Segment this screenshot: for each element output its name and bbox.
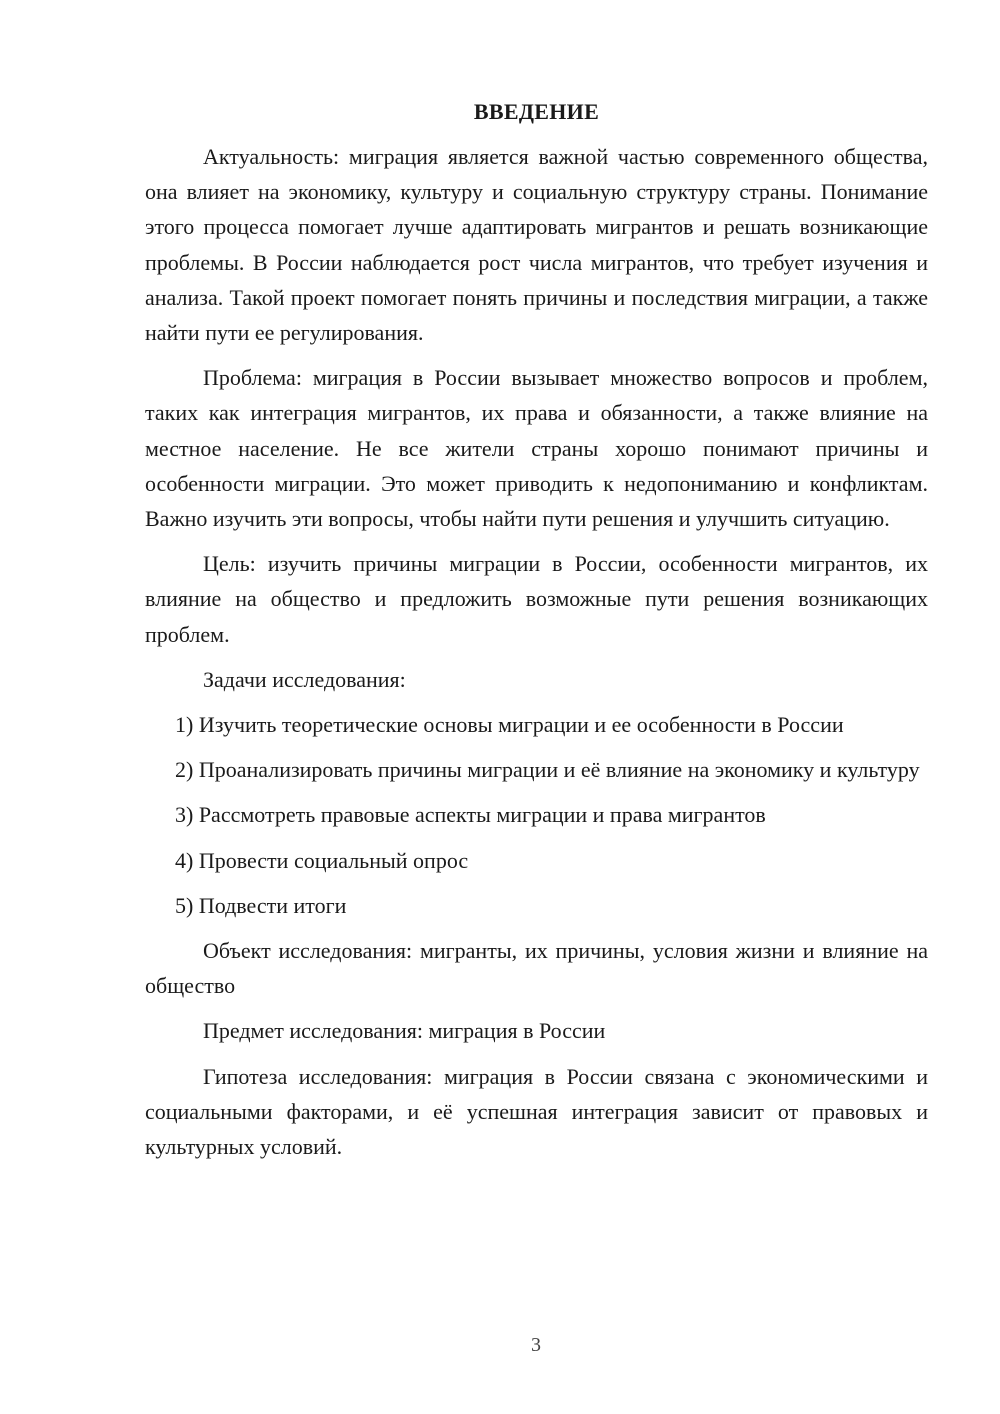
task-item-1: 1) Изучить теоретические основы миграции и ее особенности в России — [175, 712, 844, 738]
task-item-5: 5) Подвести итоги — [175, 892, 347, 918]
page-number: 3 — [531, 1334, 541, 1356]
paragraph-tasks-heading: Задачи исследования: — [203, 666, 406, 692]
paragraph-object: Объект исследования: мигранты, их причины, условия жизни и влияние на общество — [145, 938, 928, 999]
task-item-4: 4) Провести социальный опрос — [175, 847, 469, 873]
section-title: ВВЕДЕНИЕ — [473, 99, 600, 124]
task-item-2: 2) Проанализировать причины миграции и её влияние на экономику и культуру — [175, 757, 920, 783]
paragraph-relevance: Актуальность: миграция является важной частью современного общества, она влияет на экономику, культуру и социальную структуру страны. Понимание этого процесса помогает лучше адаптировать мигрантов и решать возникающие проблемы. В России наблюдается рост числа мигрантов, что требует изучения и анализа. Такой проект помогает понять причины и последствия миграции, а также найти пути ее регулирования. — [145, 144, 928, 346]
paragraph-problem: Проблема: миграция в России вызывает множество вопросов и проблем, таких как интеграция мигрантов, их права и обязанности, а также влияние на местное население. Не все жители страны хорошо понимают причины и особенности миграции. Это может приводить к недопониманию и конфликтам. Важно изучить эти вопросы, чтобы найти пути решения и улучшить ситуацию. — [145, 365, 928, 532]
document-page — [145, 94, 928, 1174]
paragraph-subject: Предмет исследования: миграция в России — [203, 1018, 606, 1044]
task-item-3: 3) Рассмотреть правовые аспекты миграции и права мигрантов — [175, 802, 766, 828]
paragraph-goal: Цель: изучить причины миграции в России, особенности мигрантов, их влияние на общество и предложить возможные пути решения возникающих проблем. — [145, 551, 928, 647]
paragraph-hypothesis: Гипотеза исследования: миграция в России связана с экономическими и социальными факторами, и её успешная интеграция зависит от правовых и культурных условий. — [145, 1063, 928, 1160]
